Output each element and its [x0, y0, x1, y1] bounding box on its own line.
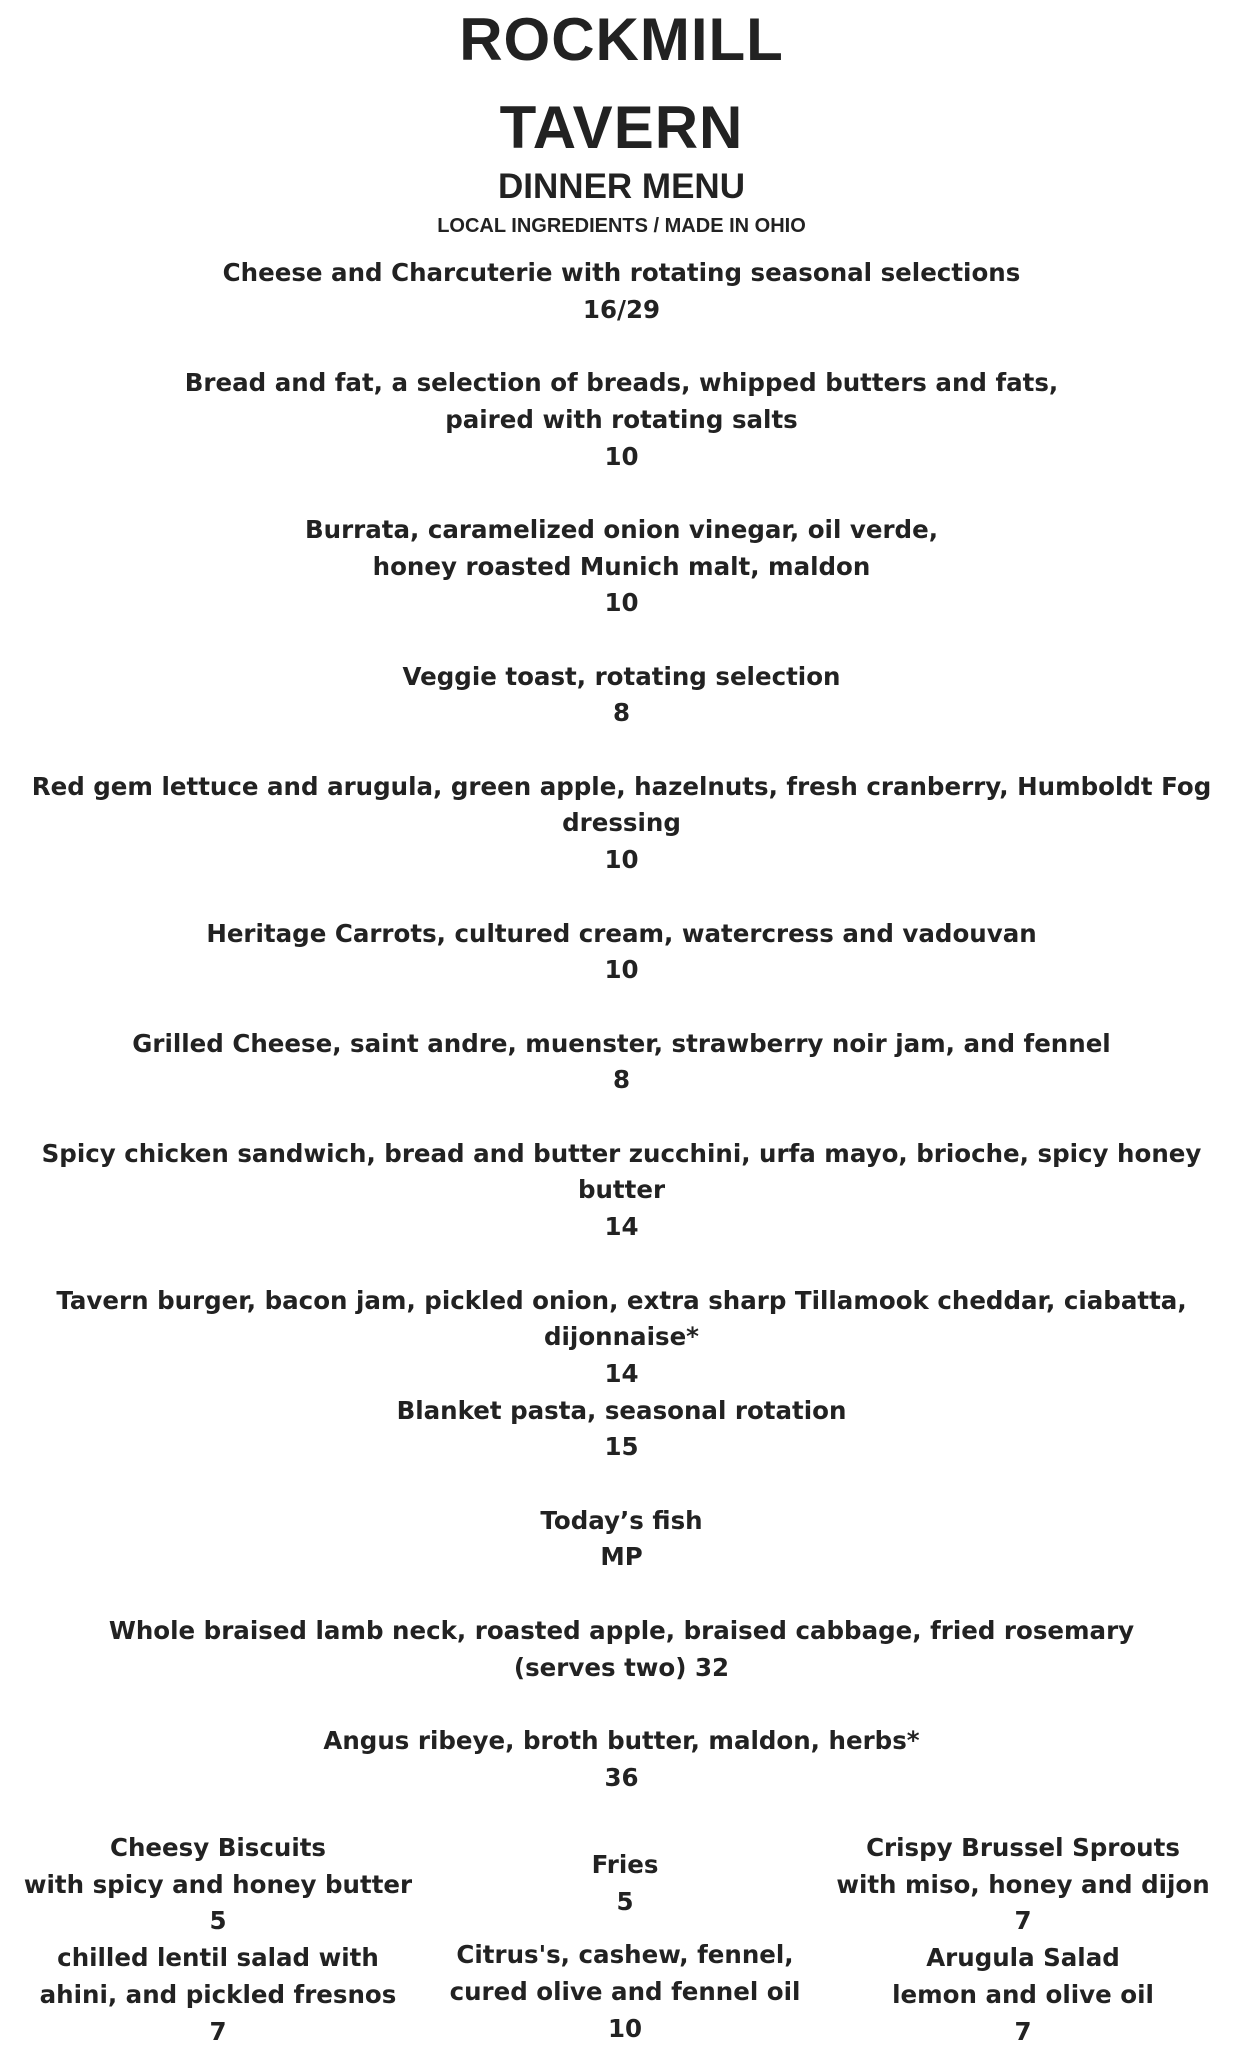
sides-column-center	[425, 1830, 825, 2048]
item-price: 16/29	[582, 294, 661, 324]
menu-item	[0, 255, 1243, 328]
item-description: Cheese and Charcuterie with rotating seasonal selections	[222, 258, 1021, 287]
side-item-description: lemon and olive oil	[892, 1979, 1154, 2009]
item-price: 10	[604, 955, 639, 985]
side-item-price: 5	[616, 1886, 634, 1916]
menu-header	[0, 0, 1243, 242]
side-item	[425, 1830, 825, 1937]
menu-item	[0, 512, 1243, 622]
item-description: Whole braised lamb neck, roasted apple, braised cabbage, fried rosemary	[108, 1615, 1135, 1645]
side-item-description: cured olive and fennel oil	[449, 1977, 801, 2007]
side-item-description: ahini, and pickled fresnos	[39, 1979, 397, 2009]
item-price: 36	[604, 1762, 639, 1792]
item-description: Bread and fat, a selection of breads, whipped butters and fats,	[184, 368, 1059, 398]
item-description: Spicy chicken sandwich, bread and butter zucchini, urfa mayo, brioche, spicy honey	[41, 1138, 1202, 1168]
item-price: 10	[604, 441, 639, 471]
item-price: 10	[604, 845, 639, 875]
side-item-price: 5	[209, 1906, 227, 1936]
side-item	[425, 1937, 825, 2047]
menu-item	[0, 365, 1243, 475]
sides-column-right	[823, 1830, 1223, 2050]
menu-tagline: LOCAL INGREDIENTS / MADE IN OHIO	[437, 215, 806, 237]
side-item-description: with miso, honey and dijon	[836, 1869, 1210, 1899]
side-item	[823, 1830, 1223, 1940]
menu-item	[0, 1026, 1243, 1099]
side-item-name: Crispy Brussel Sprouts	[866, 1833, 1180, 1862]
side-item-price: 10	[607, 2013, 643, 2043]
side-item-price: 7	[209, 2016, 227, 2046]
item-description: Burrata, caramelized onion vinegar, oil verde,	[304, 514, 939, 544]
sides-column-left	[18, 1830, 418, 2050]
menu-item	[0, 769, 1243, 879]
item-description: (serves two) 32	[513, 1652, 730, 1682]
sides-section	[0, 1830, 1243, 2046]
menu-item	[0, 659, 1243, 732]
item-description: Heritage Carrots, cultured cream, watercress and vadouvan	[206, 918, 1037, 948]
side-item-description: with spicy and honey butter	[23, 1869, 413, 1899]
item-description: Veggie toast, rotating selection	[402, 661, 841, 691]
menu-item	[0, 1136, 1243, 1246]
item-description: honey roasted Munich malt, maldon	[372, 551, 871, 581]
side-item-name: Arugula Salad	[926, 1943, 1120, 1973]
item-description: Angus ribeye, broth butter, maldon, herbs*	[323, 1725, 920, 1755]
item-description: butter	[577, 1175, 666, 1205]
menu-item	[0, 916, 1243, 989]
restaurant-name-line-1: ROCKMILL	[459, 6, 784, 73]
item-description: dressing	[562, 808, 681, 838]
item-price: 15	[604, 1432, 639, 1462]
menu-items	[0, 255, 1243, 1796]
item-description: Tavern burger, bacon jam, pickled onion, extra sharp Tillamook cheddar, ciabatta,	[56, 1285, 1187, 1315]
side-item-name: Citrus's, cashew, fennel,	[456, 1940, 794, 1970]
menu-item	[0, 1503, 1243, 1576]
menu-item	[0, 1613, 1243, 1686]
item-description: Today’s fish	[540, 1505, 703, 1535]
side-item	[823, 1940, 1223, 2050]
item-description: Grilled Cheese, saint andre, muenster, strawberry noir jam, and fennel	[132, 1028, 1111, 1058]
side-item-price: 7	[1014, 1906, 1032, 1936]
item-description: paired with rotating salts	[445, 404, 798, 434]
restaurant-name-line-2: TAVERN	[499, 94, 744, 161]
side-item-name: Fries	[591, 1850, 659, 1879]
item-price: 8	[612, 1065, 631, 1095]
item-description: Red gem lettuce and arugula, green apple, hazelnuts, fresh cranberry, Humboldt Fog	[31, 771, 1212, 801]
item-price: 10	[604, 588, 639, 618]
item-price: 14	[604, 1212, 639, 1242]
menu-item	[0, 1723, 1243, 1796]
item-description: dijonnaise*	[544, 1322, 699, 1352]
menu-item	[0, 1393, 1243, 1466]
item-description: Blanket pasta, seasonal rotation	[396, 1395, 847, 1425]
menu-subtitle: DINNER MENU	[498, 167, 745, 206]
side-item-price: 7	[1014, 2016, 1032, 2046]
menu-item	[0, 1283, 1243, 1393]
side-item	[18, 1940, 418, 2050]
item-price: MP	[600, 1542, 643, 1572]
side-item-name: Cheesy Biscuits	[109, 1833, 327, 1862]
item-price: 8	[612, 698, 631, 728]
side-item-name: chilled lentil salad with	[57, 1943, 379, 1973]
item-price: 14	[604, 1358, 639, 1388]
side-item	[18, 1830, 418, 1940]
